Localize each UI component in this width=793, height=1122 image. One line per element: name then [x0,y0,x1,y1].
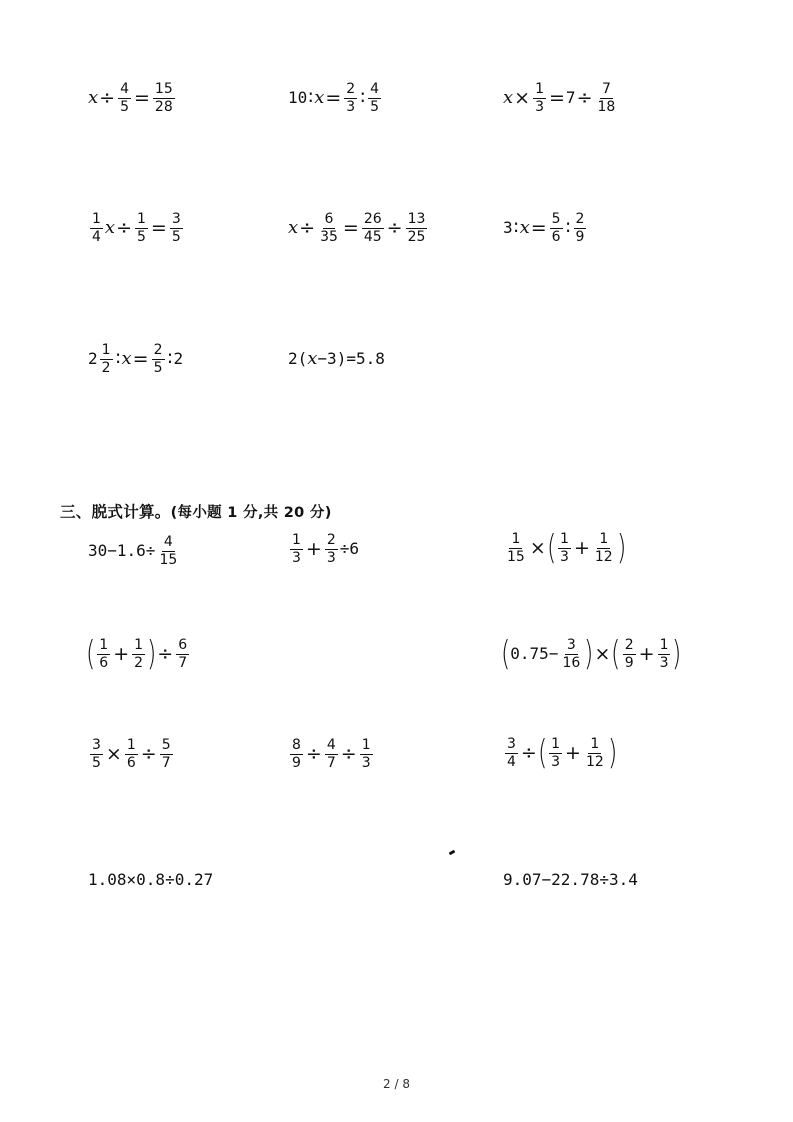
variable: x [88,87,99,109]
numerator: 1 [292,532,301,548]
operator: = [342,216,359,239]
calc-problem-10 [503,872,638,888]
denominator: 7 [178,654,188,671]
fraction [90,738,103,770]
page-number: 2 / 8 [383,1077,410,1091]
left-paren: ( [546,528,557,568]
operator: × [594,642,611,665]
numerator: 4 [370,81,380,97]
numerator: 1 [590,735,600,752]
expression-text: 1.08×0.8÷0.27 [88,870,214,889]
denominator: 3 [326,549,336,566]
denominator: 6 [551,228,561,245]
operator: ∶ [115,347,121,370]
calc-problem-8 [503,733,618,773]
denominator: 3 [361,754,371,771]
numerator: 1 [99,636,109,653]
fraction [100,343,113,375]
calc-problem-7 [288,738,375,770]
calc-problem-5 [500,634,682,674]
numerator: 2 [153,342,163,358]
denominator: 28 [154,98,173,115]
operator: ∶ [565,216,571,239]
fraction [318,212,340,244]
fraction [325,738,338,770]
fraction [595,82,617,114]
numerator: 2 [326,532,336,548]
section-title: 三、脱式计算。 [60,503,171,521]
calc-problem-4 [85,634,191,674]
numerator: 2 [346,81,356,97]
number: 7 [565,88,576,108]
numerator: 1 [599,530,609,547]
numerator: 1 [92,211,101,227]
operator: ÷ [305,742,322,765]
denominator: 5 [153,359,163,376]
right-paren: ) [147,634,157,674]
fraction [135,212,148,244]
denominator: 5 [120,98,129,115]
expression-text: ÷6 [339,539,360,559]
numerator: 3 [507,735,516,752]
numerator: 1 [535,81,544,97]
numerator: 5 [551,211,561,227]
equation-r2c3 [503,212,588,244]
operator: = [134,86,150,109]
denominator: 3 [346,98,356,115]
number: 2 [173,349,184,369]
variable: x [307,348,318,369]
fraction [176,638,189,670]
fraction [362,212,384,244]
fraction [368,82,381,114]
right-paren: ) [672,634,682,674]
fraction [290,738,303,770]
numerator: 4 [326,737,336,753]
denominator: 15 [159,551,178,568]
denominator: 2 [101,359,111,376]
numerator: 3 [566,636,576,653]
numerator: 2 [624,636,634,653]
numerator: 4 [120,81,129,97]
fraction [560,638,582,670]
denominator: 3 [560,548,569,565]
denominator: 3 [551,753,561,770]
operator: + [113,642,130,665]
numerator: 6 [324,211,334,227]
fraction [550,212,563,244]
numerator: 15 [154,81,173,97]
operator: ∶ [308,86,314,109]
variable: x [104,217,116,239]
denominator: 5 [370,98,380,115]
denominator: 16 [562,654,581,671]
fraction [157,535,179,567]
numerator: 26 [363,211,382,227]
fraction [406,212,428,244]
equation-r2c1 [88,212,185,244]
fraction [118,82,131,114]
variable: x [121,348,132,370]
fraction [549,737,562,769]
equation-r1c2 [288,82,383,114]
operator: ∶ [167,347,173,370]
equation-r3c1 [88,343,183,375]
fraction [574,212,587,244]
operator: ÷ [299,216,316,239]
numerator: 1 [551,735,561,752]
operator: ÷ [340,742,357,765]
variable: x [519,217,530,239]
denominator: 25 [407,228,426,245]
operator: ÷ [386,216,403,239]
numerator: 6 [178,636,188,653]
operator: + [305,537,322,560]
fraction [623,638,636,670]
expression-text: 30−1.6÷ [88,541,156,561]
denominator: 9 [292,754,301,771]
numerator: 1 [511,530,521,547]
operator: ÷ [140,742,157,765]
denominator: 35 [320,228,338,245]
denominator: 3 [292,549,301,566]
fraction [97,638,110,670]
fraction [290,533,303,565]
section-heading [60,500,332,522]
denominator: 12 [594,548,613,565]
operator: + [565,741,581,764]
expression-text: −3)=5.8 [317,349,385,368]
operator: ∶ [513,216,519,239]
denominator: 9 [624,654,634,671]
operator: = [150,216,167,239]
right-paren: ) [616,528,626,568]
fraction [325,533,338,565]
operator: = [132,347,149,370]
numerator: 1 [361,737,371,753]
fraction [170,212,183,244]
fraction [658,638,671,670]
denominator: 3 [659,654,669,671]
right-paren: ) [607,733,618,773]
operator: = [530,216,547,239]
denominator: 5 [137,228,146,245]
calc-problem-2 [288,533,359,565]
operator: × [514,86,531,109]
expression-text: 0.75− [510,644,559,663]
operator: = [549,86,565,109]
equation-r3c2 [288,350,385,368]
fraction [90,212,103,244]
numerator: 13 [407,211,426,227]
numerator: 1 [126,737,136,753]
denominator: 7 [161,754,171,771]
number: 3 [503,218,513,238]
variable: x [288,217,299,239]
numerator: 7 [601,81,611,97]
denominator: 9 [575,228,585,245]
numerator: 4 [163,534,173,550]
fraction [558,532,571,564]
denominator: 12 [585,753,604,770]
operator: ÷ [520,741,537,764]
left-paren: ( [537,733,548,773]
fraction [584,737,606,769]
section-detail: (每小题 1 分,共 20 分) [170,505,332,521]
equation-r2c2 [288,212,429,244]
operator: + [638,642,655,665]
numerator: 8 [292,737,301,753]
fraction [505,532,527,564]
operator: × [529,536,546,559]
numerator: 1 [134,636,144,653]
operator: ÷ [576,86,593,109]
denominator: 5 [92,754,101,771]
denominator: 4 [507,753,516,770]
variable: x [314,87,325,109]
operator: + [573,536,590,559]
denominator: 18 [597,98,616,115]
calc-problem-3 [503,528,626,568]
variable: x [503,87,514,109]
operator: ÷ [99,86,116,109]
equation-r1c1 [88,82,177,114]
left-paren: ( [611,634,621,674]
denominator: 7 [326,754,336,771]
denominator: 6 [126,754,136,771]
calc-problem-9 [88,872,213,888]
numerator: 1 [137,211,146,227]
expression-text: 9.07−22.78÷3.4 [503,870,638,889]
operator: ∶ [360,86,366,109]
denominator: 5 [171,228,181,245]
calc-problem-6 [88,738,175,770]
numerator: 3 [171,211,181,227]
fraction [132,638,145,670]
denominator: 6 [99,654,109,671]
numerator: 1 [101,342,111,358]
ink-speck [449,850,456,856]
left-paren: ( [500,634,511,674]
fraction [344,82,357,114]
denominator: 2 [134,654,144,671]
operator: = [325,86,342,109]
denominator: 3 [535,98,544,115]
fraction [505,737,518,769]
fraction [593,532,615,564]
numerator: 1 [560,530,569,547]
fraction [360,738,373,770]
numerator: 2 [575,211,585,227]
equation-r1c3 [503,82,619,114]
fraction [533,82,546,114]
calc-problem-1 [88,535,181,567]
right-paren: ) [584,634,594,674]
fraction [125,738,138,770]
denominator: 4 [92,228,101,245]
fraction [153,82,175,114]
number: 10 [288,88,308,108]
operator: ÷ [116,216,132,239]
denominator: 45 [363,228,382,245]
numerator: 5 [161,737,171,753]
operator: × [105,742,122,765]
denominator: 15 [507,548,525,565]
expression-text: 2( [288,349,308,368]
operator: ÷ [157,642,174,665]
numerator: 1 [659,636,669,653]
whole-number: 2 [88,349,98,369]
fraction [152,343,165,375]
left-paren: ( [85,634,96,674]
fraction [160,738,173,770]
numerator: 3 [92,737,101,753]
